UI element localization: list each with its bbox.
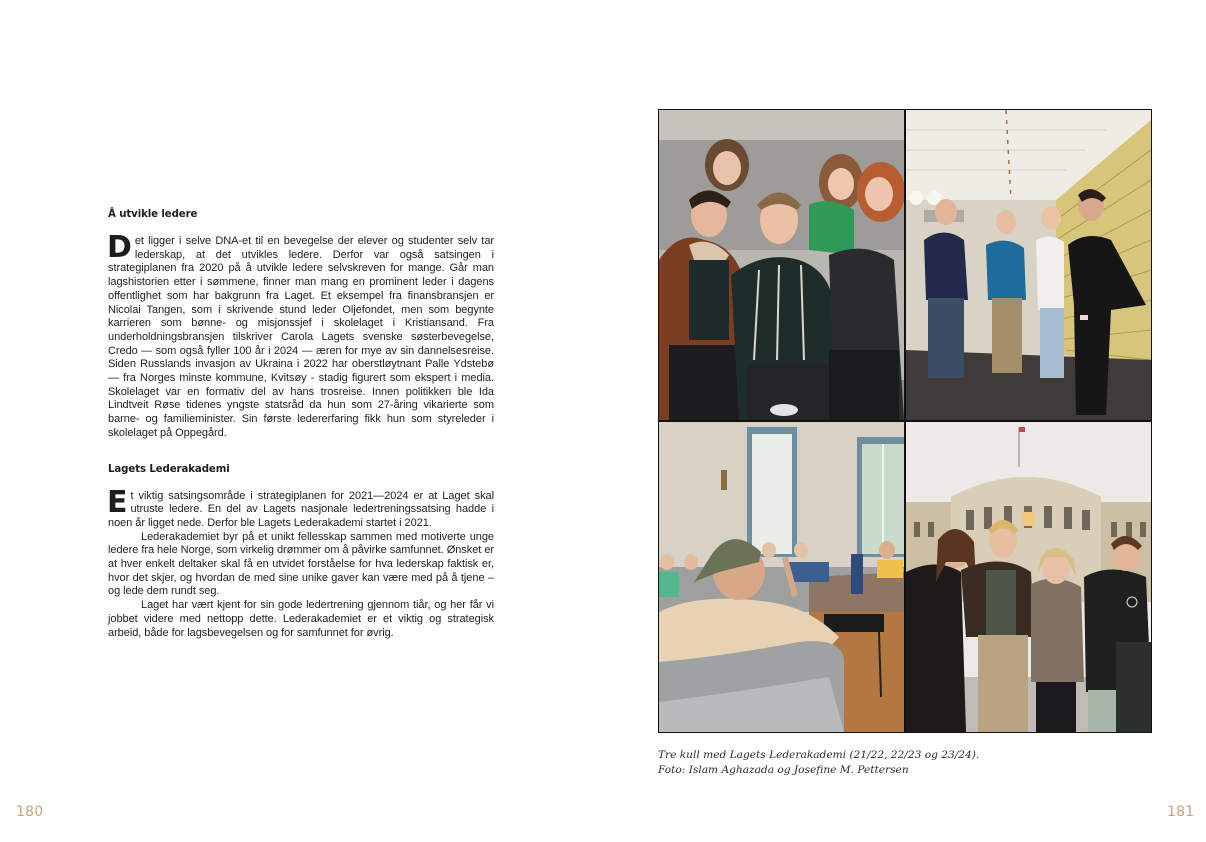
- section-heading-leadership-academy: Lagets Lederakademi: [108, 463, 230, 475]
- photo-corridor-walk: [906, 110, 1151, 420]
- photo-lounge-discussion: [659, 422, 904, 732]
- photo-caption: [658, 748, 1058, 777]
- caption-credit: Foto: Islam Aghazada og Josefine M. Pettersen: [658, 763, 909, 776]
- drop-cap: E: [107, 484, 128, 520]
- drop-cap: D: [107, 230, 132, 265]
- body-paragraph: Det ligger i selve DNA-et til en bevegelse der elever og studenter selv tar lederskap, at det utvikles ledere. Derfor var også satsingen i strategiplanen fra 2020 på å utvikle ledere selvskreven for mange. Går man lagshistorien etter i sømmene, finner man mang en prominent leder i dagens offentlighet som har bakgrunn fra Laget. Et eksempel fra finansbransjen er Nicolai Tangen, som i skrivende stund leder Oljefondet, men som begynte karrieren som bønne- og misjonssjef i skolelaget i Kristiansand. Fra underholdningsbransjen tilskriver Carola Lagets svenske søsterbevegelse, Credo — som også fyller 100 år i 2024 — æren for mye av sin dannelsesreise. Siden Russlands invasjon av Ukraina i 2022 har oberstløytnant Palle Ydstebø — fra Norges minste kommune, Kvitsøy - stadig figurert som ekspert i media. Skolelaget var en formativ del av hans trosreise. Innen politikken ble Ida Lindtveit Røse tidenes yngste statsråd da hun som 27-åring vikarierte som barne- og familieminister. Sin første ledererfaring fikk hun som styreleder i skolelaget på Oppegård.: [107, 230, 494, 439]
- photo-friends-at-storting: [906, 422, 1151, 732]
- body-paragraph: Et viktig satsingsområde i strategiplanen for 2021—2024 er at Laget skal utruste ledere. En del av Lagets nasjonale ledertreningssatsing hadde i noen år ligget nede. Derfor ble Lagets Lederakademi startet i 2021.: [107, 484, 494, 529]
- photo-grid: [658, 109, 1152, 733]
- page-number-right: 181: [1167, 804, 1195, 820]
- body-paragraph: Laget har vært kjent for sin gode ledertrening gjennom tiår, og her får vi jobbet videre med nettopp dette. Lederakademiet er et viktig og strategisk arbeid, både for lagsbevegelsen og for samfunnet for øvrig.: [108, 599, 494, 639]
- page-number-left: 180: [16, 804, 44, 820]
- photo-group-on-sofa: [659, 110, 904, 420]
- body-paragraph: Lederakademiet byr på et unikt fellesskap sammen med motiverte unge ledere fra hele Norge, som virkelig drømmer om å påvirke samfunnet. Ønsket er at hver enkelt deltaker skal få en utvidet forståelse for hva lederskap faktisk er, hvor det skjer, og hvordan de med sine unike gaver kan være med på å tjene – og lede dem rundt seg.: [108, 530, 494, 598]
- caption-line-1: Tre kull med Lagets Lederakademi (21/22, 22/23 og 23/24).: [658, 749, 980, 761]
- left-page-text-column: [108, 208, 494, 640]
- section-heading-develop-leaders: Å utvikle ledere: [108, 209, 198, 220]
